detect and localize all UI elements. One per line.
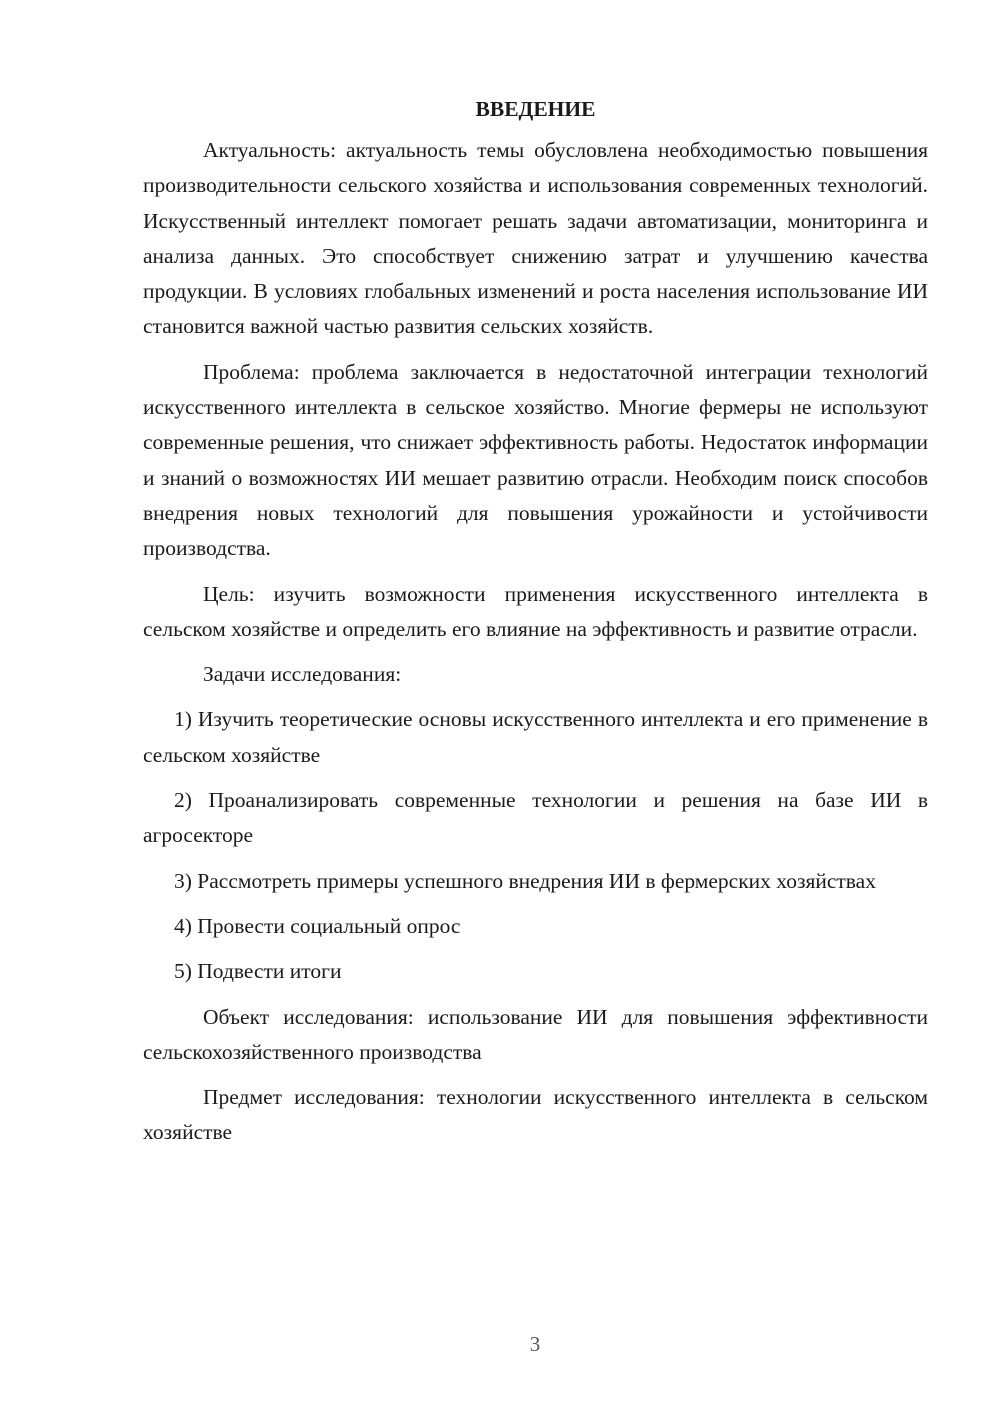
- research-subject-paragraph: Предмет исследования: технологии искусственного интеллекта в сельском хозяйстве: [143, 1085, 928, 1145]
- task-item-2: 2) Проанализировать современные технологии и решения на базе ИИ в агросекторе: [143, 788, 928, 848]
- task-item-3: 3) Рассмотреть примеры успешного внедрения ИИ в фермерских хозяйствах: [174, 868, 876, 893]
- goal-paragraph: Цель: изучить возможности применения искусственного интеллекта в сельском хозяйстве и определить его влияние на эффективность и развитие отрасли.: [143, 581, 928, 641]
- relevance-paragraph: Актуальность: актуальность темы обусловлена необходимостью повышения производительности сельского хозяйства и использования современных технологий. Искусственный интеллект помогает решать задачи автоматизации, мониторинга и анализа данных. Это способствует снижению затрат и улучшению качества продукции. В условиях глобальных изменений и роста населения использование ИИ становится важной частью развития сельских хозяйств.: [143, 138, 928, 339]
- problem-paragraph: Проблема: проблема заключается в недостаточной интеграции технологий искусственного интеллекта в сельское хозяйство. Многие фермеры не используют современные решения, что снижает эффективность работы. Недостаток информации и знаний о возможностях ИИ мешает развитию отрасли. Необходим поиск способов внедрения новых технологий для повышения урожайности и устойчивости производства.: [143, 359, 928, 561]
- research-object-paragraph: Объект исследования: использование ИИ для повышения эффективности сельскохозяйственного производства: [143, 1004, 928, 1064]
- page-number: 3: [529, 1332, 541, 1356]
- page-title: ВВЕДЕНИЕ: [475, 97, 596, 121]
- task-item-1: 1) Изучить теоретические основы искусственного интеллекта и его применение в сельском хозяйстве: [143, 707, 928, 767]
- task-item-5: 5) Подвести итоги: [174, 959, 342, 984]
- tasks-heading: Задачи исследования:: [203, 662, 402, 687]
- document-page: [143, 92, 928, 1161]
- task-item-4: 4) Провести социальный опрос: [174, 913, 461, 938]
